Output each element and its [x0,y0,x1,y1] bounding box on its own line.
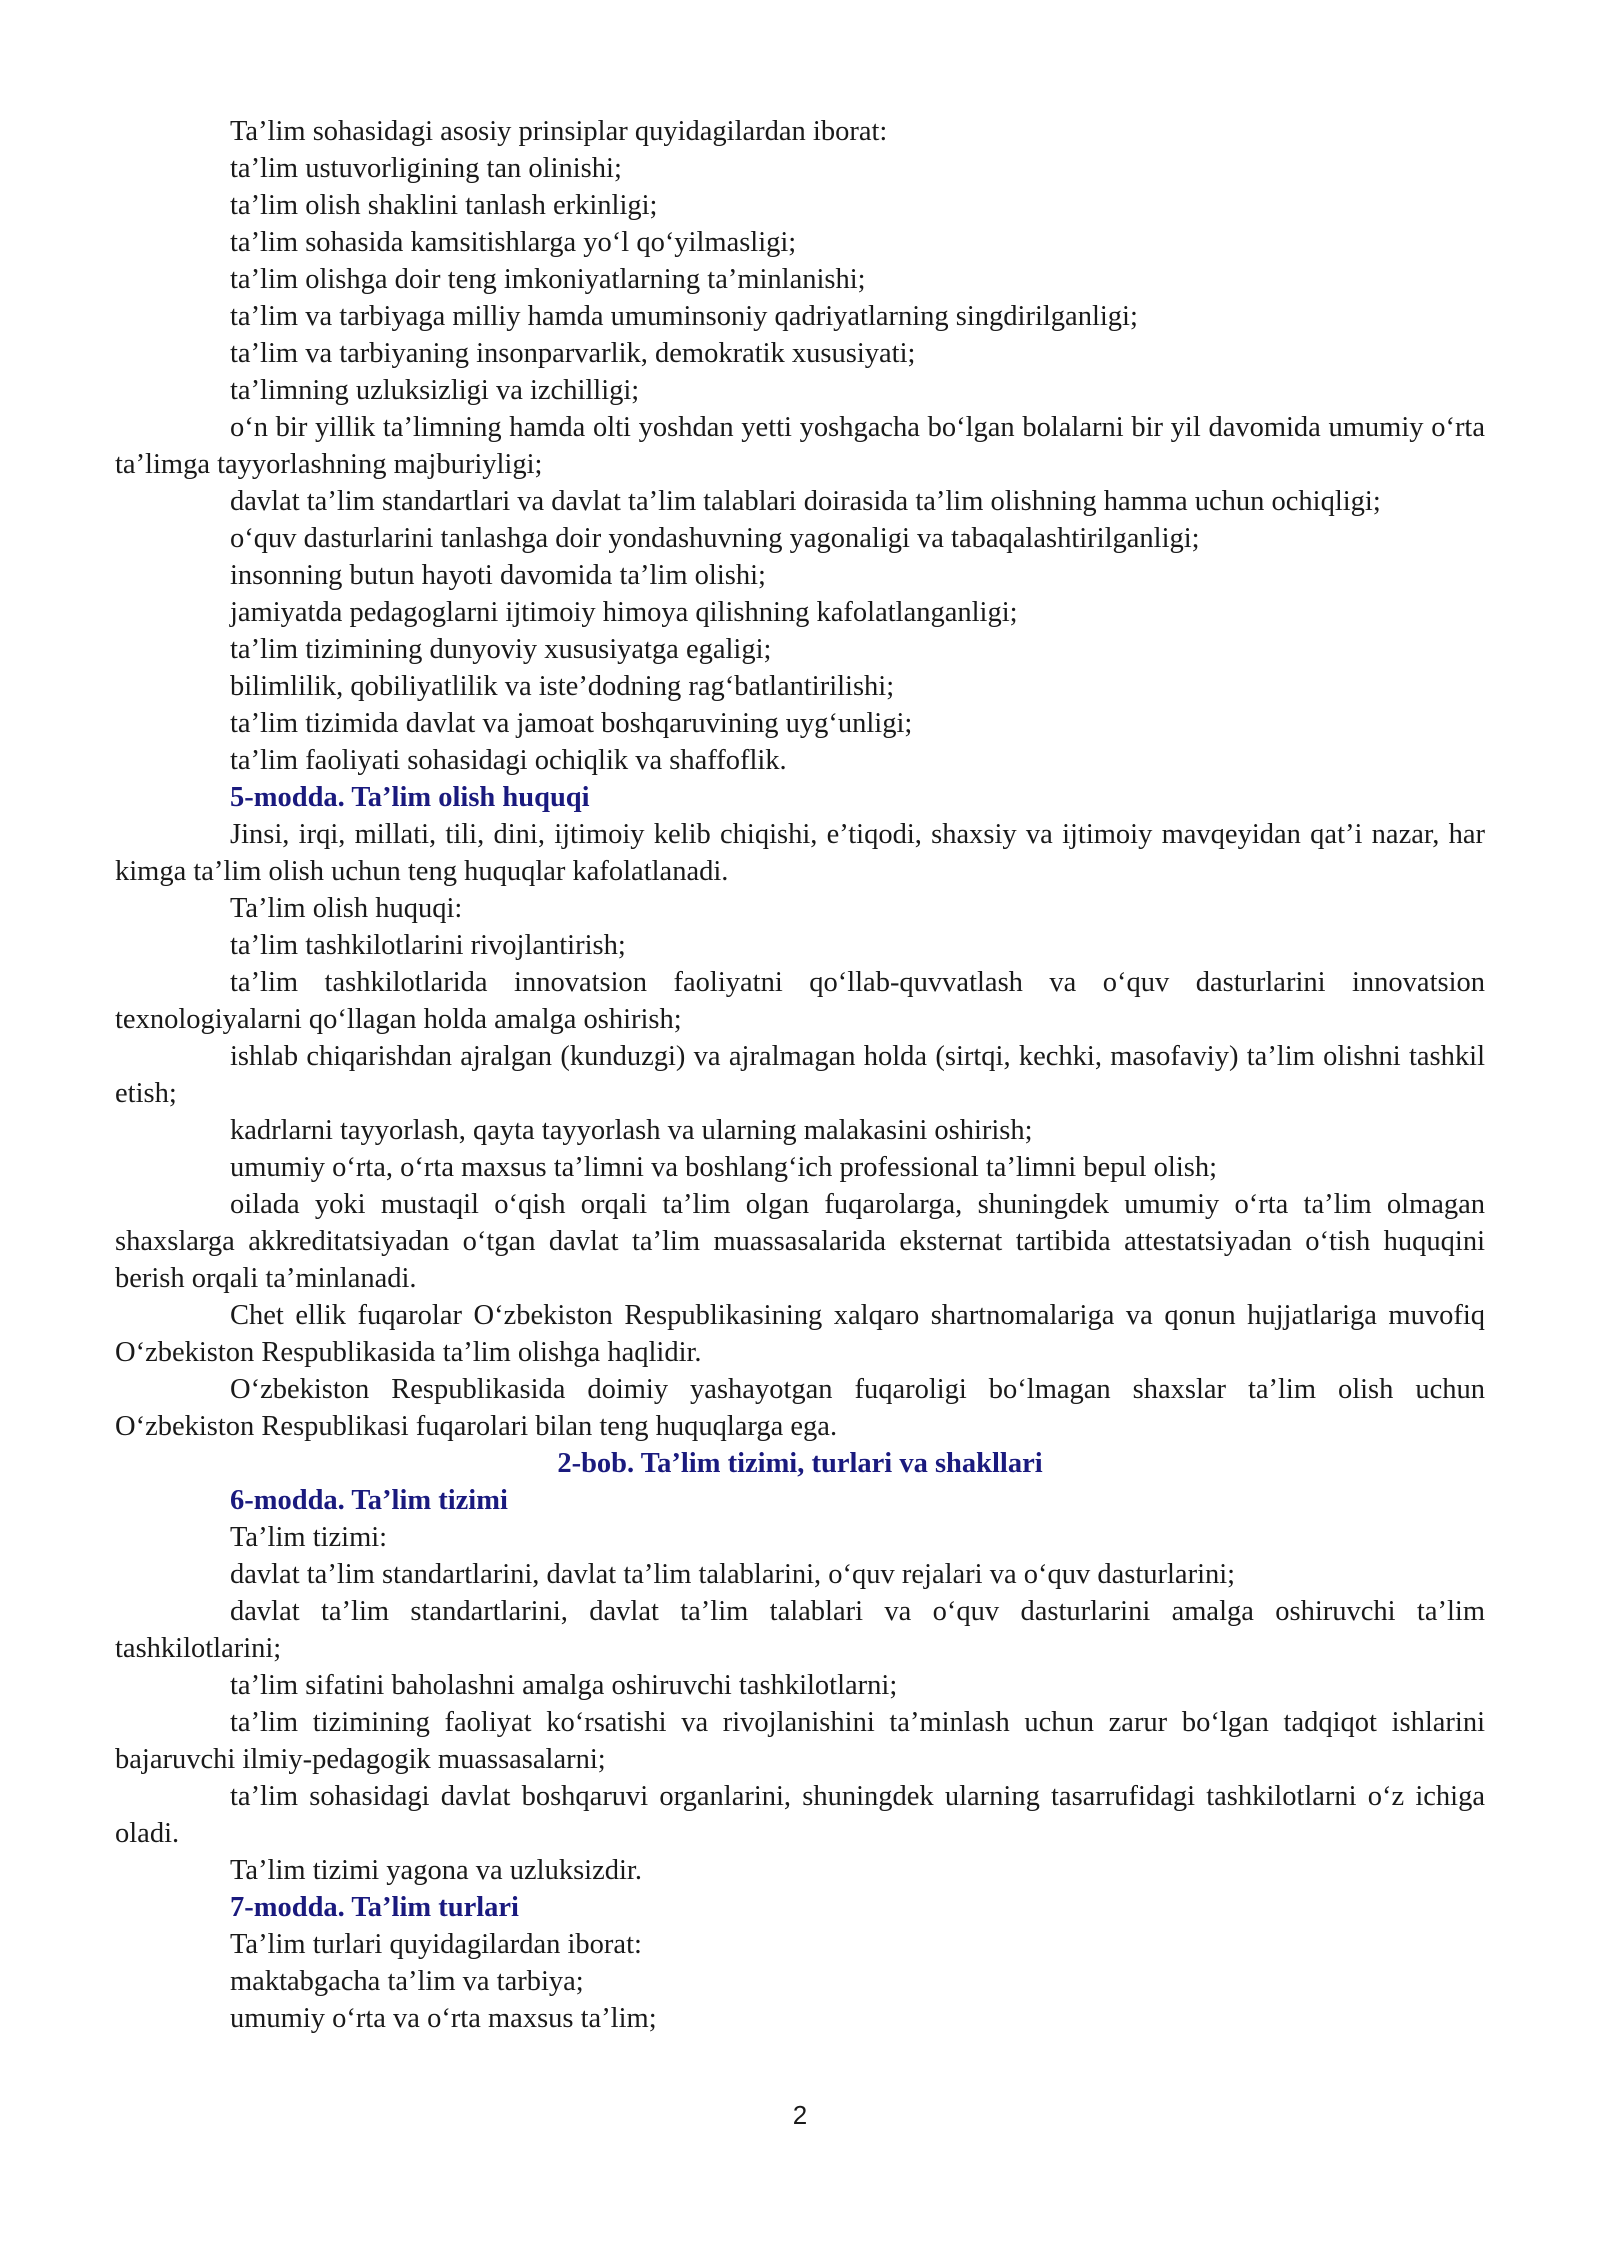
body-paragraph: davlat ta’lim standartlarini, davlat ta’lim talablarini, o‘quv rejalari va o‘quv dasturlarini; [230,1559,1236,1590]
body-paragraph: ta’lim tashkilotlarini rivojlantirish; [230,930,626,961]
body-paragraph: ishlab chiqarishdan ajralgan (kunduzgi) va ajralmagan holda (sirtqi, kechki, masofaviy) ta’lim olishni tashkil etish; [115,1041,1485,1109]
body-paragraph: ta’lim sohasida kamsitishlarga yo‘l qo‘yilmasligi; [230,227,797,258]
body-paragraph: jamiyatda pedagoglarni ijtimoiy himoya qilishning kafolatlanganligi; [230,597,1018,628]
body-paragraph: o‘n bir yillik ta’limning hamda olti yoshdan yetti yoshgacha bo‘lgan bolalarni bir yil davomida umumiy o‘rta ta’limga tayyorlashning majburiyligi; [115,412,1485,480]
body-paragraph: ta’lim ustuvorligining tan olinishi; [230,153,622,184]
body-paragraph: maktabgacha ta’lim va tarbiya; [230,1966,584,1997]
article-heading: 6-modda. Ta’lim tizimi [230,1485,508,1516]
body-paragraph: davlat ta’lim standartlari va davlat ta’lim talablari doirasida ta’lim olishning hamma uchun ochiqligi; [230,486,1381,517]
body-paragraph: ta’lim olishga doir teng imkoniyatlarning ta’minlanishi; [230,264,866,295]
body-paragraph: ta’lim tizimining faoliyat ko‘rsatishi va rivojlanishini ta’minlash uchun zarur bo‘lgan tadqiqot ishlarini bajaruvchi ilmiy-pedagogik muassasalarni; [115,1707,1485,1775]
body-paragraph: ta’lim tashkilotlarida innovatsion faoliyatni qo‘llab-quvvatlash va o‘quv dasturlarini innovatsion texnologiyalarni qo‘llagan holda amalga oshirish; [115,967,1485,1035]
body-paragraph: umumiy o‘rta va o‘rta maxsus ta’lim; [230,2003,657,2034]
article-heading: 7-modda. Ta’lim turlari [230,1892,519,1923]
body-paragraph: umumiy o‘rta, o‘rta maxsus ta’limni va boshlang‘ich professional ta’limni bepul olish; [230,1152,1218,1183]
body-paragraph: ta’lim sohasidagi davlat boshqaruvi organlarini, shuningdek ularning tasarrufidagi tashkilotlarni o‘z ichiga oladi. [115,1781,1485,1849]
body-paragraph: bilimlilik, qobiliyatlilik va iste’dodning rag‘batlantirilishi; [230,671,895,702]
body-paragraph: Ta’lim olish huquqi: [230,893,463,924]
page-number: 2 [792,2100,808,2130]
body-paragraph: oilada yoki mustaqil o‘qish orqali ta’lim olgan fuqarolarga, shuningdek umumiy o‘rta ta’lim olmagan shaxslarga akkreditatsiyadan o‘tgan davlat ta’lim muassasalarida eksternat tartibida attestatsiyadan o‘tish huquqini berish orqali ta’minlanadi. [115,1189,1485,1294]
body-paragraph: Chet ellik fuqarolar O‘zbekiston Respublikasining xalqaro shartnomalariga va qonun hujjatlariga muvofiq O‘zbekiston Respublikasida ta’lim olishga haqlidir. [115,1300,1485,1368]
body-paragraph: insonning butun hayoti davomida ta’lim olishi; [230,560,766,591]
body-paragraph: O‘zbekiston Respublikasida doimiy yashayotgan fuqaroligi bo‘lmagan shaxslar ta’lim olish uchun O‘zbekiston Respublikasi fuqarolari bilan teng huquqlarga ega. [115,1374,1485,1442]
chapter-heading: 2-bob. Ta’lim tizimi, turlari va shakllari [557,1448,1043,1479]
body-paragraph: ta’lim faoliyati sohasidagi ochiqlik va shaffoflik. [230,745,787,776]
body-paragraph: ta’lim olish shaklini tanlash erkinligi; [230,190,658,221]
body-paragraph: Ta’lim sohasidagi asosiy prinsiplar quyidagilardan iborat: [230,116,888,147]
body-paragraph: Ta’lim tizimi yagona va uzluksizdir. [230,1855,642,1886]
document-body [115,113,1485,2037]
article-heading: 5-modda. Ta’lim olish huquqi [230,782,590,813]
body-paragraph: Ta’lim tizimi: [230,1522,388,1553]
body-paragraph: ta’limning uzluksizligi va izchilligi; [230,375,640,406]
body-paragraph: Jinsi, irqi, millati, tili, dini, ijtimoiy kelib chiqishi, e’tiqodi, shaxsiy va ijtimoiy mavqeyidan qat’i nazar, har kimga ta’lim olish uchun teng huquqlar kafolatlanadi. [115,819,1485,887]
body-paragraph: davlat ta’lim standartlarini, davlat ta’lim talablari va o‘quv dasturlarini amalga oshiruvchi ta’lim tashkilotlarini; [115,1596,1485,1664]
body-paragraph: ta’lim sifatini baholashni amalga oshiruvchi tashkilotlarni; [230,1670,898,1701]
body-paragraph: ta’lim tizimining dunyoviy xususiyatga egaligi; [230,634,772,665]
body-paragraph: ta’lim va tarbiyaning insonparvarlik, demokratik xususiyati; [230,338,916,369]
body-paragraph: kadrlarni tayyorlash, qayta tayyorlash va ularning malakasini oshirish; [230,1115,1033,1146]
body-paragraph: ta’lim va tarbiyaga milliy hamda umuminsoniy qadriyatlarning singdirilganligi; [230,301,1138,332]
body-paragraph: o‘quv dasturlarini tanlashga doir yondashuvning yagonaligi va tabaqalashtirilganligi; [230,523,1200,554]
body-paragraph: Ta’lim turlari quyidagilardan iborat: [230,1929,642,1960]
body-paragraph: ta’lim tizimida davlat va jamoat boshqaruvining uyg‘unligi; [230,708,913,739]
